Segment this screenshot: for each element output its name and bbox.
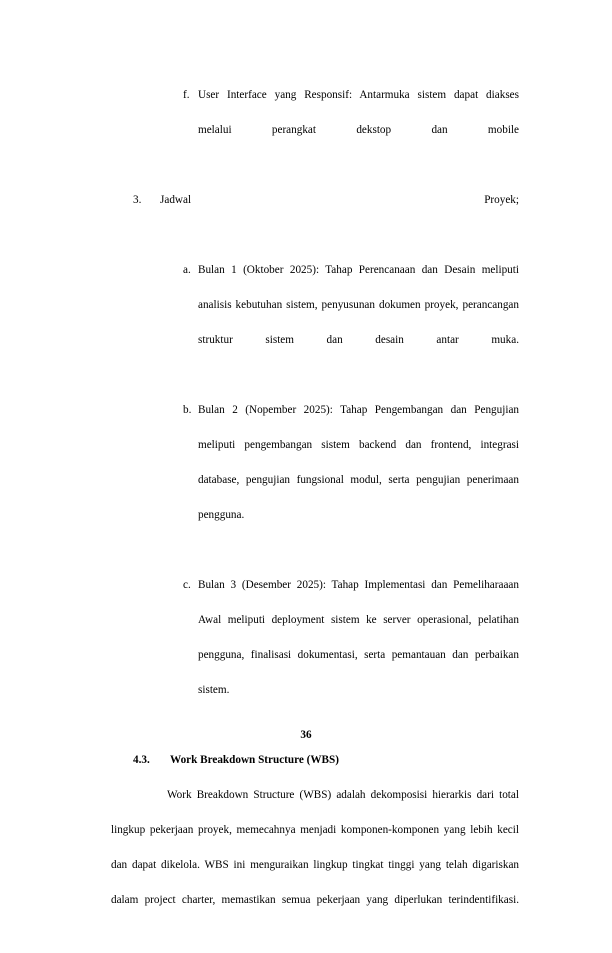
section-title: Work Breakdown Structure (WBS)	[170, 754, 339, 766]
list-text-3: Jadwal Proyek;	[160, 194, 519, 206]
top-margin-spacer	[0, 0, 612, 78]
list-text-f: User Interface yang Responsif: Antarmuka sistem dapat diakses melalui perangkat dekstop dan mobile	[198, 89, 519, 136]
list-text-c: Bulan 3 (Desember 2025): Tahap Implementasi dan Pemeliharaaan Awal meliputi deployment sistem ke server operasional, pelatihan pengguna, finalisasi dokumentasi, serta pemantauan dan perbaikan sistem.	[198, 579, 519, 696]
list-item-f	[183, 78, 519, 183]
list-marker-c: c.	[183, 579, 191, 591]
section-number: 4.3.	[133, 754, 150, 766]
section-paragraph: Work Breakdown Structure (WBS) adalah dekomposisi hierarkis dari total lingkup pekerjaan proyek, memecahnya menjadi komponen-komponen yang lebih kecil dan dapat dikelola. WBS ini menguraikan lingkup tingkat tinggi yang telah digariskan dalam project charter, memastikan semua pekerjaan yang diperlukan terindentifikasi.	[111, 789, 519, 906]
list-text-b: Bulan 2 (Nopember 2025): Tahap Pengembangan dan Pengujian meliputi pengembangan sistem backend dan frontend, integrasi database, pengujian fungsional modul, serta pengujian penerimaan pengguna.	[198, 404, 519, 521]
list-item-c	[183, 568, 519, 743]
list-text-a: Bulan 1 (Oktober 2025): Tahap Perencanaan dan Desain meliputi analisis kebutuhan sistem, penyusunan dokumen proyek, perancangan struktur sistem dan desain antar muka.	[198, 264, 519, 346]
section-heading	[133, 743, 519, 778]
list-marker-f: f.	[183, 89, 190, 101]
list-marker-3: 3.	[133, 194, 142, 206]
list-item-a	[183, 253, 519, 393]
page-number: 36	[300, 729, 312, 741]
list-item-3	[133, 183, 519, 253]
list-marker-a: a.	[183, 264, 191, 276]
list-item-b	[183, 393, 519, 568]
list-marker-b: b.	[183, 404, 192, 416]
